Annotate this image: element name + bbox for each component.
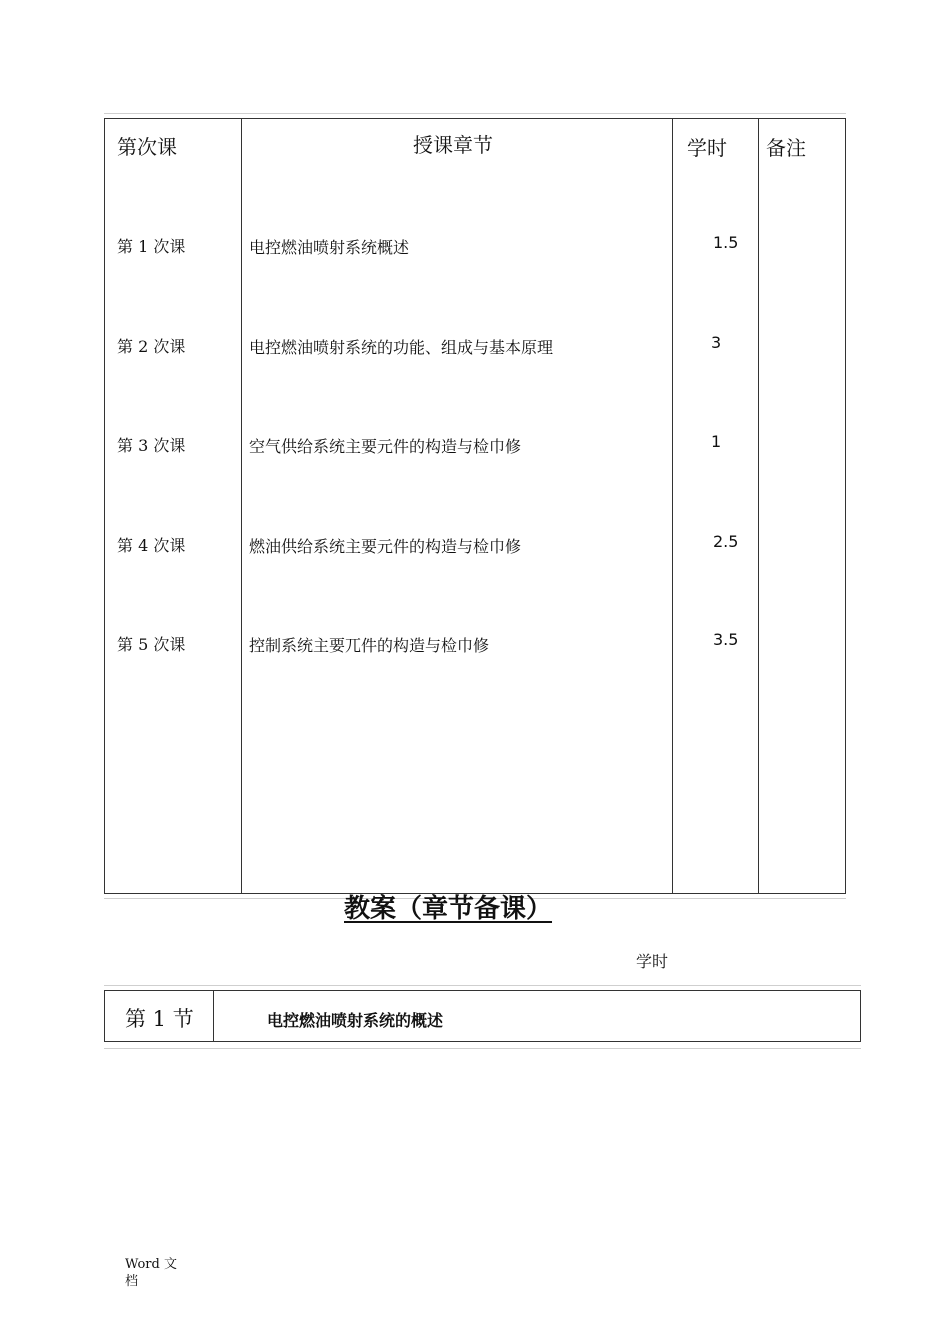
section-name: 电控燃油喷射系统的概述 [267, 1011, 444, 1030]
chapter-cell: 燃油供给系统主要元件的构造与检巾修 [249, 537, 522, 556]
header-remarks: 备注 [766, 136, 806, 160]
lesson-cell: 第 5 次课 [117, 635, 186, 654]
header-lesson: 第次课 [117, 135, 177, 159]
chapter-cell: 空气供给系统主要元件的构造与检巾修 [249, 437, 522, 456]
chapter-cell: 控制系统主要兀件的构造与检巾修 [249, 636, 490, 655]
hours-label: 学时 [636, 952, 669, 971]
section-table [104, 985, 861, 1049]
chapter-cell: 电控燃油喷射系统概述 [249, 238, 410, 257]
column-divider [672, 119, 673, 893]
column-divider [213, 991, 214, 1041]
lesson-cell: 第 2 次课 [117, 337, 186, 356]
header-chapter: 授课章节 [413, 133, 493, 157]
table-frame [104, 118, 846, 894]
hours-cell: 1.5 [713, 233, 739, 252]
hours-cell: 3.5 [713, 630, 739, 649]
header-hours: 学时 [687, 136, 727, 160]
lesson-cell: 第 4 次课 [117, 536, 186, 555]
hours-cell: 1 [711, 432, 722, 451]
hours-cell: 3 [711, 333, 722, 352]
column-divider [241, 119, 242, 893]
lesson-cell: 第 3 次课 [117, 436, 186, 455]
section-frame [104, 990, 861, 1042]
course-schedule-table [104, 113, 846, 899]
chapter-cell: 电控燃油喷射系统的功能、组成与基本原理 [249, 338, 554, 357]
footer-note: Word 文档 [125, 1257, 177, 1289]
lesson-plan-title: 教案（章节备课） [344, 894, 553, 924]
column-divider [758, 119, 759, 893]
section-number: 第 1 节 [125, 1007, 194, 1031]
lesson-cell: 第 1 次课 [117, 237, 186, 256]
hours-cell: 2.5 [713, 532, 739, 551]
